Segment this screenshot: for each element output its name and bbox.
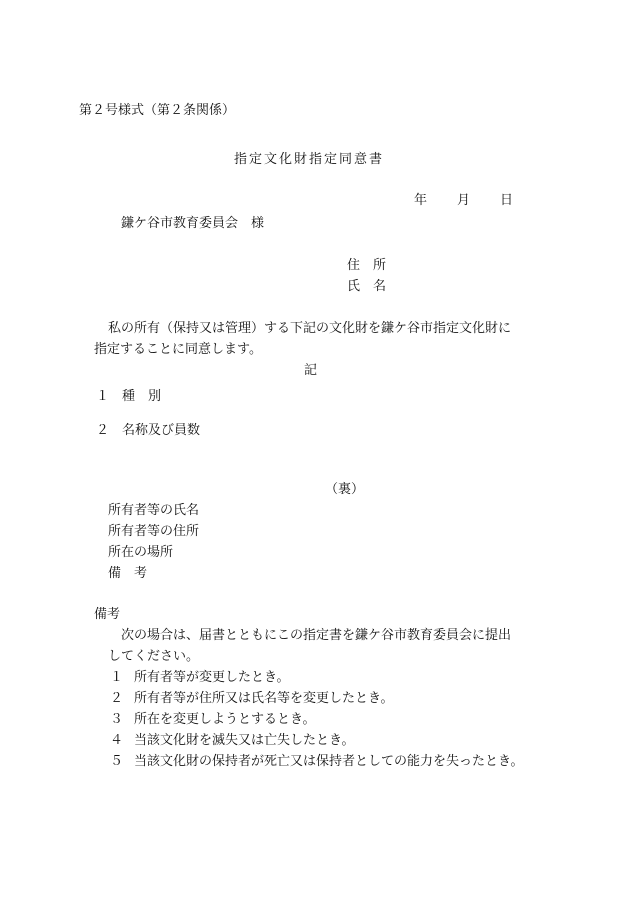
remarks-heading: 備考 <box>94 607 121 622</box>
remarks-item-text: 所在を変更しようとするとき。 <box>134 712 316 727</box>
remarks-item-text: 所有者等が変更したとき。 <box>134 670 290 685</box>
reverse-field-owner-address: 所有者等の住所 <box>108 524 200 539</box>
form-number: 第２号様式（第２条関係） <box>79 103 236 118</box>
remarks-item-number: １ <box>110 670 124 685</box>
remarks-item-number: ２ <box>110 691 124 706</box>
body-text-line2: 指定することに同意します。 <box>94 342 262 357</box>
remarks-intro-line1: 次の場合は、届書とともにこの指定書を鎌ケ谷市教育委員会に提出 <box>121 628 512 643</box>
remarks-item-text: 当該文化財を滅失又は亡失したとき。 <box>134 733 355 748</box>
remarks-item-number: ５ <box>110 754 124 769</box>
remarks-item-text: 当該文化財の保持者が死亡又は保持者としての能力を失ったとき。 <box>134 754 524 769</box>
date-year: 年 <box>414 193 428 208</box>
date-month: 月 <box>457 193 471 208</box>
remarks-intro-line2: してください。 <box>108 649 200 664</box>
reverse-heading: （裏） <box>325 482 365 497</box>
item-label-type: 種 別 <box>122 389 162 404</box>
item-number: １ <box>96 389 110 404</box>
reverse-field-location: 所在の場所 <box>108 545 174 560</box>
body-text-line1: 私の所有（保持又は管理）する下記の文化財を鎌ケ谷市指定文化財に <box>108 321 512 336</box>
addressee: 鎌ケ谷市教育委員会 様 <box>121 216 265 231</box>
document-title: 指定文化財指定同意書 <box>234 152 385 167</box>
reverse-field-notes: 備 考 <box>108 566 148 581</box>
address-label: 住 所 <box>347 258 387 273</box>
remarks-item-number: ４ <box>110 733 124 748</box>
reverse-field-owner-name: 所有者等の氏名 <box>108 503 200 518</box>
ki-heading: 記 <box>304 363 318 378</box>
date-day: 日 <box>500 193 514 208</box>
item-number: ２ <box>96 423 110 438</box>
remarks-item-number: ３ <box>110 712 124 727</box>
name-label: 氏 名 <box>347 279 387 294</box>
remarks-item-text: 所有者等が住所又は氏名等を変更したとき。 <box>134 691 394 706</box>
item-label-name-count: 名称及び員数 <box>122 423 201 438</box>
